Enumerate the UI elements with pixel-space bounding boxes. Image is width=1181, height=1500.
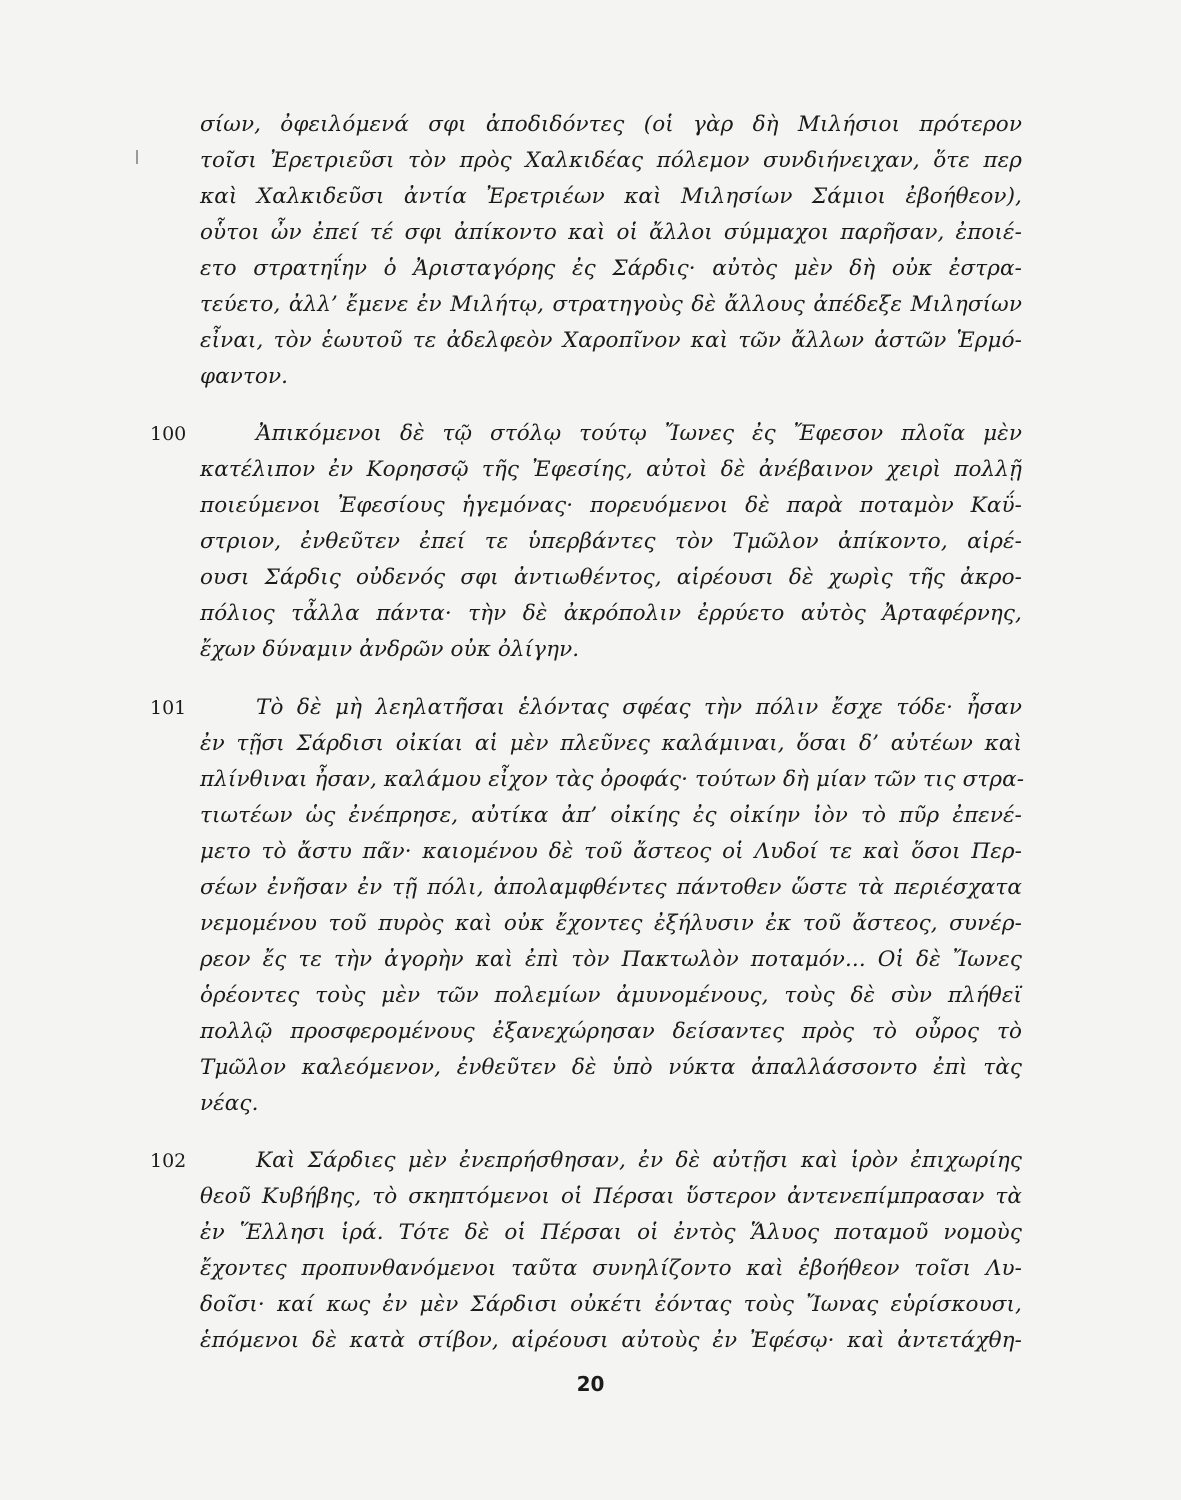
chapter-number: 102 bbox=[150, 1150, 187, 1172]
text-line: τιωτέων ὡς ἐνέπρησε, αὐτίκα ἀπ’ οἰκίης ἐς οἰκίην ἰὸν τὸ πῦρ ἐπενέ- bbox=[200, 803, 1022, 828]
text-line: Ἀπικόμενοι δὲ τῷ στόλῳ τούτῳ Ἴωνες ἐς Ἔφεσον πλοῖα μὲν bbox=[256, 421, 1022, 446]
text-line: σέων ἐνῆσαν ἐν τῇ πόλι, ἀπολαμφθέντες πάντοθεν ὥστε τὰ περιέσχατα bbox=[200, 875, 1022, 900]
text-line: ρεον ἔς τε τὴν ἀγορὴν καὶ ἐπὶ τὸν Πακτωλὸν ποταμόν... Οἱ δὲ Ἴωνες bbox=[200, 947, 1022, 972]
text-line: στριον, ἐνθεῦτεν ἐπεί τε ὑπερβάντες τὸν Τμῶλον ἀπίκοντο, αἱρέ- bbox=[200, 529, 1022, 554]
text-line: ουσι Σάρδις οὐδενός σφι ἀντιωθέντος, αἱρέουσι δὲ χωρὶς τῆς ἀκρο- bbox=[200, 565, 1022, 590]
chapter-number: 100 bbox=[150, 423, 187, 445]
text-line: πόλιος τἆλλα πάντα· τὴν δὲ ἀκρόπολιν ἐρρύετο αὐτὸς Ἀρταφέρνης, bbox=[200, 601, 1022, 626]
text-line: τοῖσι Ἐρετριεῦσι τὸν πρὸς Χαλκιδέας πόλεμον συνδιήνειχαν, ὅτε περ bbox=[200, 148, 1022, 173]
text-line: πολλῷ προσφερομένους ἐξανεχώρησαν δείσαντες πρὸς τὸ οὖρος τὸ bbox=[200, 1019, 1022, 1044]
text-line: Τμῶλον καλεόμενον, ἐνθεῦτεν δὲ ὑπὸ νύκτα ἀπαλλάσσοντο ἐπὶ τὰς bbox=[200, 1055, 1022, 1080]
text-line: πλίνθιναι ἦσαν, καλάμου εἶχον τὰς ὀροφάς· τούτων δὴ μίαν τῶν τις στρα- bbox=[200, 767, 1025, 792]
text-line: Τὸ δὲ μὴ λεηλατῆσαι ἑλόντας σφέας τὴν πόλιν ἔσχε τόδε· ἦσαν bbox=[256, 695, 1022, 720]
text-line: νεμομένου τοῦ πυρὸς καὶ οὐκ ἔχοντες ἐξήλυσιν ἐκ τοῦ ἄστεος, συνέρ- bbox=[200, 911, 1022, 936]
text-line: ἐν Ἕλλησι ἱρά. Τότε δὲ οἱ Πέρσαι οἱ ἐντὸς Ἅλυος ποταμοῦ νομοὺς bbox=[200, 1220, 1022, 1245]
text-line: εἶναι, τὸν ἑωυτοῦ τε ἀδελφεὸν Χαροπῖνον καὶ τῶν ἄλλων ἀστῶν Ἑρμό- bbox=[200, 328, 1022, 353]
text-line: σίων, ὀφειλόμενά σφι ἀποδιδόντες (οἱ γὰρ δὴ Μιλήσιοι πρότερον bbox=[200, 112, 1022, 137]
margin-mark bbox=[136, 150, 138, 164]
text-line: ἔχοντες προπυνθανόμενοι ταῦτα συνηλίζοντο καὶ ἐβοήθεον τοῖσι Λυ- bbox=[200, 1256, 1022, 1281]
text-line: θεοῦ Κυβήβης, τὸ σκηπτόμενοι οἱ Πέρσαι ὕστερον ἀντενεπίμπρασαν τὰ bbox=[200, 1184, 1022, 1209]
text-line: καὶ Χαλκιδεῦσι ἀντία Ἐρετριέων καὶ Μιλησίων Σάμιοι ἐβοήθεον), bbox=[200, 184, 1022, 209]
text-line: ἔχων δύναμιν ἀνδρῶν οὐκ ὀλίγην. bbox=[200, 637, 580, 662]
chapter-number: 101 bbox=[150, 697, 187, 719]
text-line: ἑπόμενοι δὲ κατὰ στίβον, αἱρέουσι αὐτοὺς ἐν Ἐφέσῳ· καὶ ἀντετάχθη- bbox=[200, 1328, 1022, 1353]
text-line: ποιεύμενοι Ἐφεσίους ἡγεμόνας· πορευόμενοι δὲ παρὰ ποταμὸν Καΰ- bbox=[200, 493, 1022, 518]
text-line: τεύετο, ἀλλ’ ἔμενε ἐν Μιλήτῳ, στρατηγοὺς δὲ ἄλλους ἀπέδεξε Μιλησίων bbox=[200, 292, 1022, 317]
text-line: οὗτοι ὦν ἐπεί τέ σφι ἀπίκοντο καὶ οἱ ἄλλοι σύμμαχοι παρῆσαν, ἐποιέ- bbox=[200, 220, 1022, 245]
text-line: ἐν τῇσι Σάρδισι οἰκίαι αἱ μὲν πλεῦνες καλάμιναι, ὅσαι δ’ αὐτέων καὶ bbox=[200, 731, 1022, 756]
text-line: ὁρέοντες τοὺς μὲν τῶν πολεμίων ἀμυνομένους, τοὺς δὲ σὺν πλήθεϊ bbox=[200, 983, 1022, 1008]
text-line: δοῖσι· καί κως ἐν μὲν Σάρδισι οὐκέτι ἐόντας τοὺς Ἴωνας εὑρίσκουσι, bbox=[200, 1292, 1022, 1317]
text-line: μετο τὸ ἄστυ πᾶν· καιομένου δὲ τοῦ ἄστεος οἱ Λυδοί τε καὶ ὅσοι Περ- bbox=[200, 839, 1022, 864]
text-line: νέας. bbox=[200, 1091, 259, 1116]
page-number: 20 bbox=[576, 1372, 605, 1396]
text-line: Καὶ Σάρδιες μὲν ἐνεπρήσθησαν, ἐν δὲ αὐτῇσι καὶ ἱρὸν ἐπιχωρίης bbox=[256, 1148, 1022, 1173]
text-line: φαντον. bbox=[200, 364, 289, 389]
text-line: ετο στρατηΐην ὁ Ἀρισταγόρης ἐς Σάρδις· αὐτὸς μὲν δὴ οὐκ ἐστρα- bbox=[200, 256, 1022, 281]
text-line: κατέλιπον ἐν Κορησσῷ τῆς Ἐφεσίης, αὐτοὶ δὲ ἀνέβαινον χειρὶ πολλῇ bbox=[200, 457, 1022, 482]
